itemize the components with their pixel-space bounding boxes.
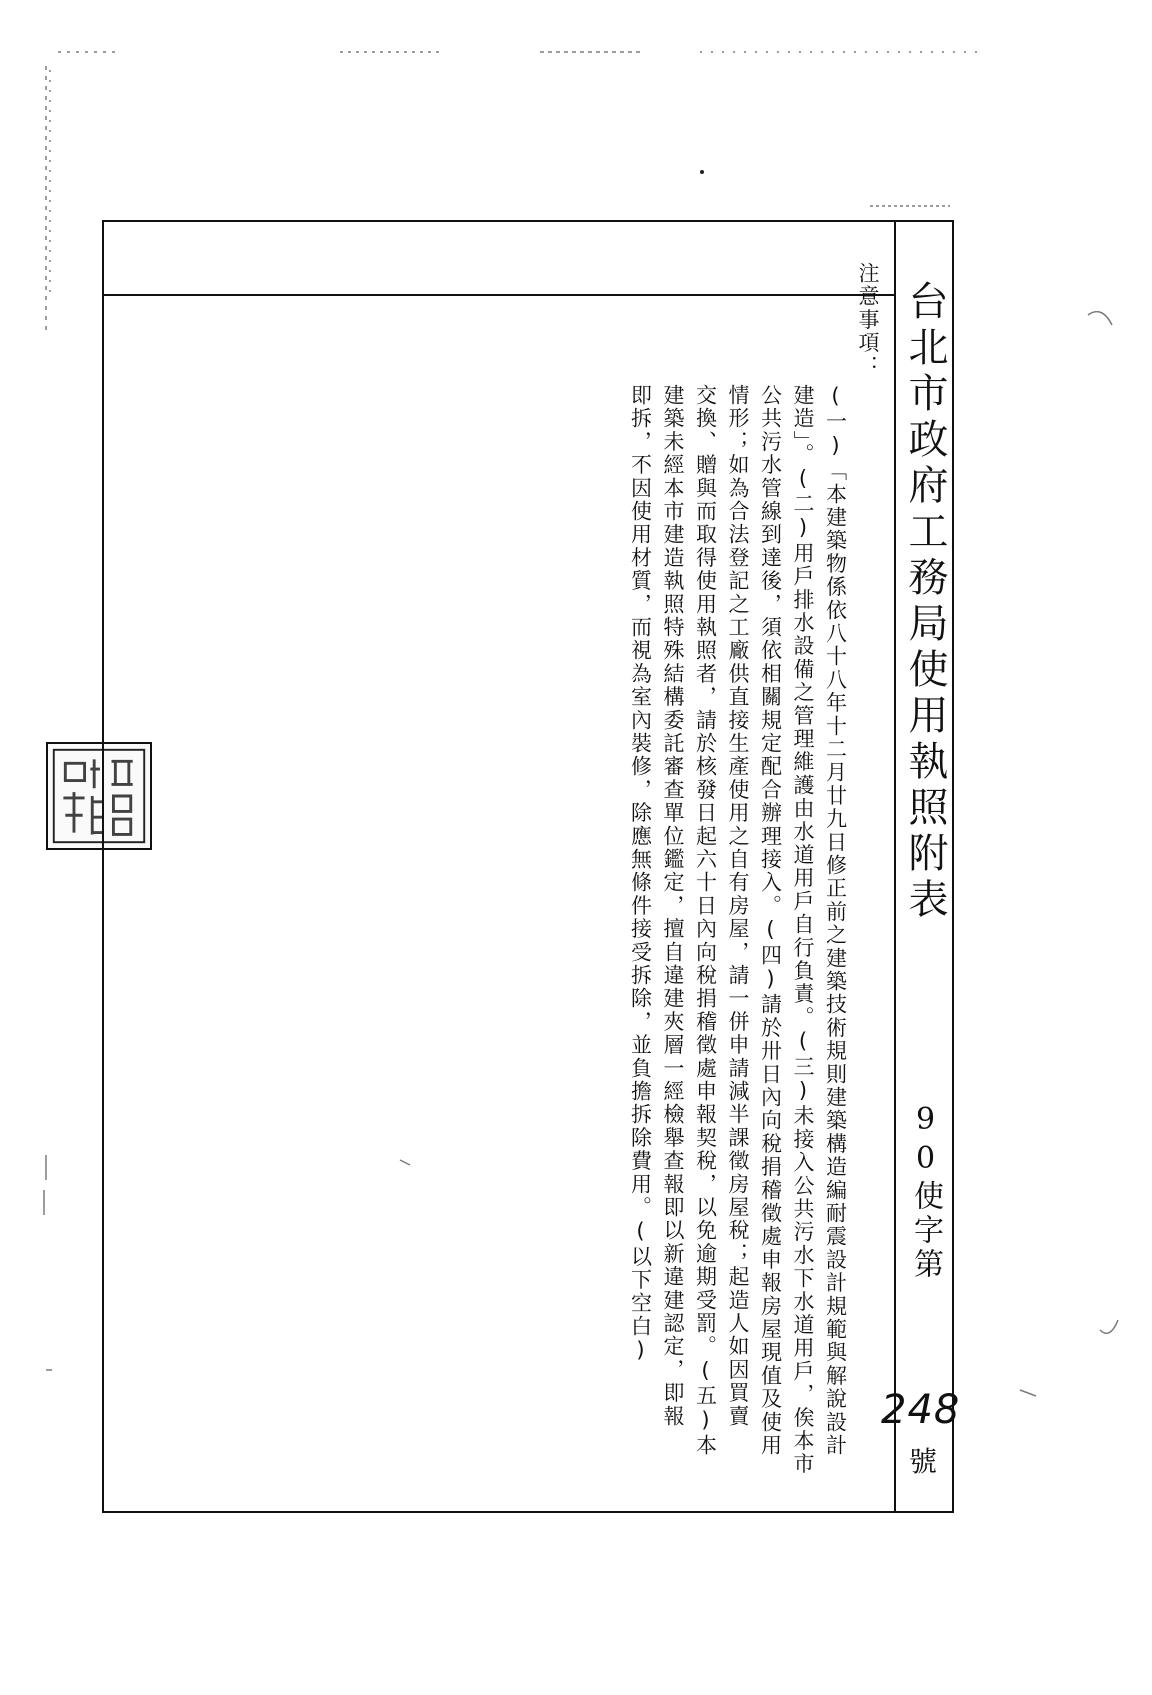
notes-line: 情形；如為合法登記之工廠供直接生產使用之自有房屋，請一併申請減半課徵房屋稅；起造人如因買賣 (726, 384, 750, 1428)
title-column (881, 222, 961, 1511)
notes-line: 公共污水管線到達後，須依相關規定配合辦理接入。(四)請於卅日內向稅捐稽徵處申報房屋現值及使用 (758, 384, 783, 1458)
notes-block (544, 262, 884, 1502)
notes-line: 即拆，不因使用材質，而視為室內裝修，除應無條件接受拆除，並負擔拆除費用。(以下空白) (628, 384, 653, 1365)
notes-label: 注意事項： (856, 262, 880, 378)
document-title: 台北市政府工務局使用執照附表 (902, 280, 948, 924)
notes-line: (一)「本建築物係依八十八年十二月廿九日修正前之建築技術規則建築構造編耐震設計規範與解說設計 (823, 384, 848, 1458)
notes-line: 建築未經本市建造執照特殊結構委託審查單位鑑定，擅自違建夾層一經檢舉查報即以新違建認定，即報 (661, 384, 685, 1428)
title-column-divider (894, 222, 896, 1511)
serial-suffix: 號 (909, 1445, 938, 1478)
notes-line: 建造」。(二)用戶排水設備之管理維護由水道用戶自行負責。(三)未接入公共污水下水道用戶，俟本市 (791, 384, 815, 1476)
serial-prefix: 90使字第 (908, 1102, 943, 1282)
permit-appendix-form (102, 220, 961, 1513)
serial-number: 248 (881, 1387, 961, 1433)
notes-line: 交換、贈與而取得使用執照者，請於核發日起六十日內向稅捐稽徵處申報契稅，以免逾期受罰。(五)本 (693, 384, 718, 1458)
